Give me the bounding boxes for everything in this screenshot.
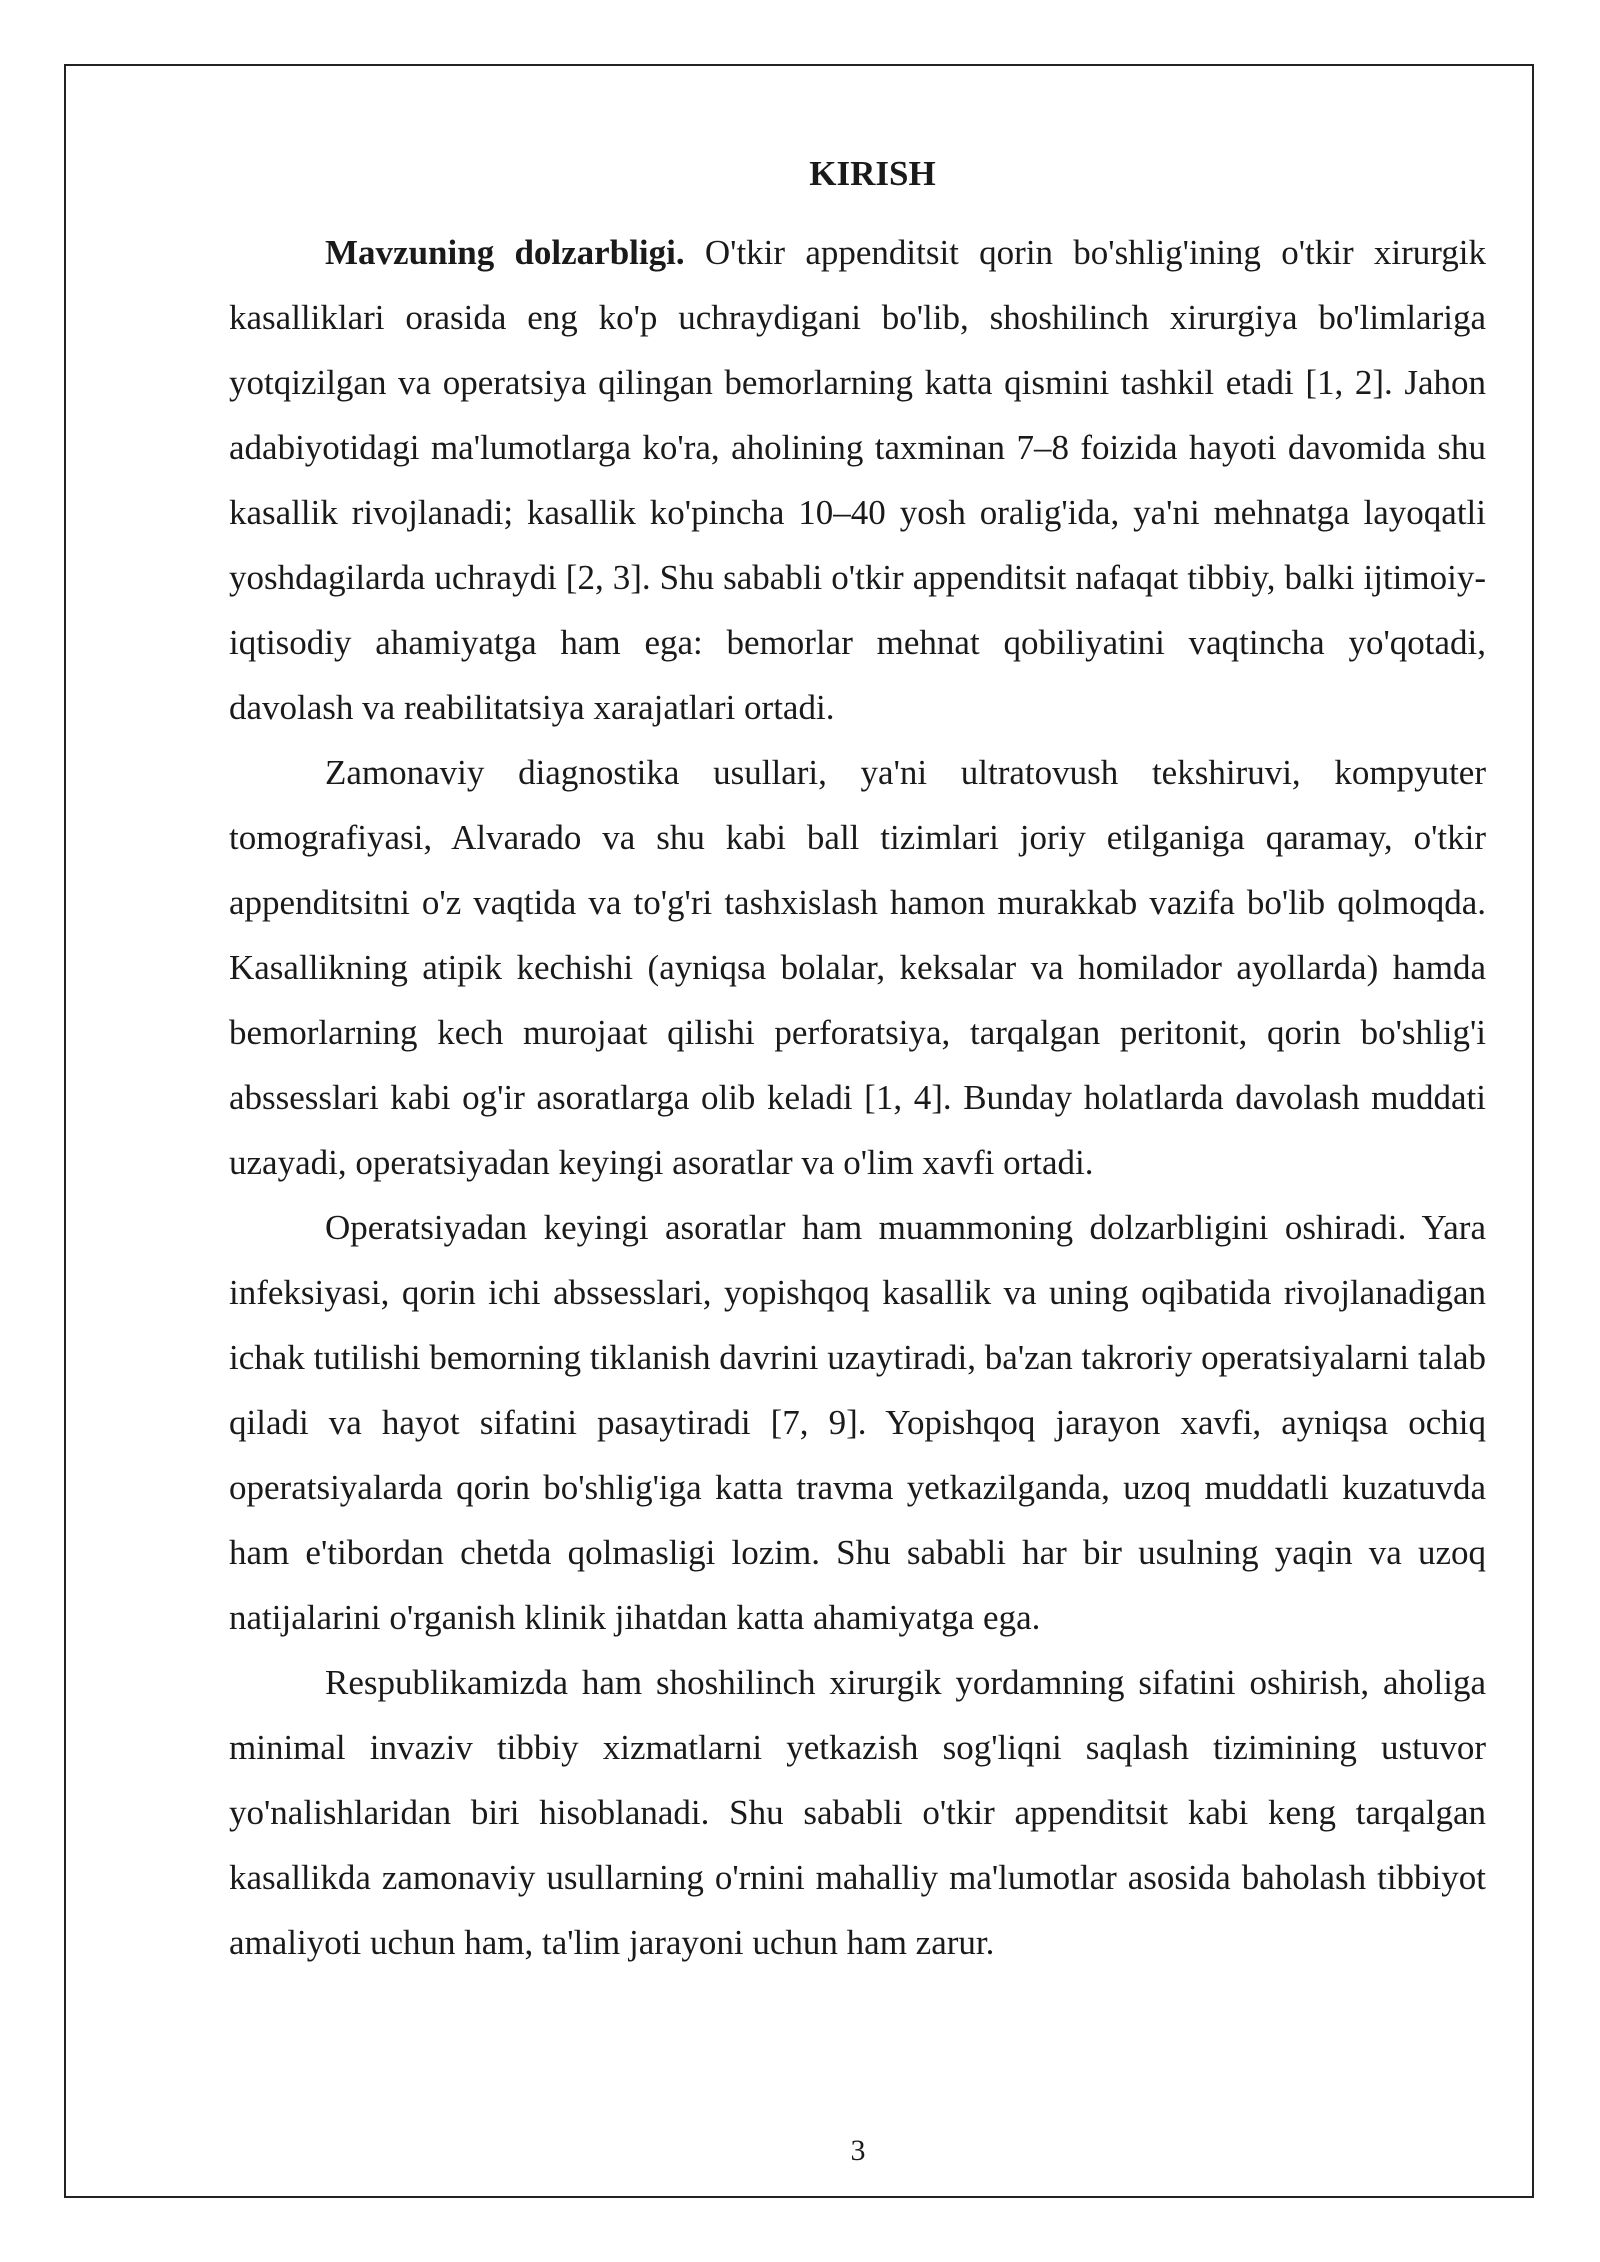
- section-heading: KIRISH: [809, 154, 936, 193]
- paragraph-text: Respublikamizda ham shoshilinch xirurgik yordamning sifatini oshirish, aholiga minimal invaziv tibbiy xizmatlarni yetkazish sog'liqni saqlash tizimining ustuvor yo'nalishlaridan biri hisoblanadi. Shu sababli o'tkir appenditsit kabi keng tarqalgan kasallikda zamonaviy usullarning o'rnini mahalliy ma'lumotlar asosida baholash tibbiyot amaliyoti uchun ham, ta'lim jarayoni uchun ham zarur.: [229, 1663, 1486, 1962]
- paragraph-lead-term: Mavzuning dolzarbligi.: [325, 233, 685, 272]
- paragraph-text: Operatsiyadan keyingi asoratlar ham muammoning dolzarbligini oshiradi. Yara infeksiyasi, qorin ichi abssesslari, yopishqoq kasallik va uning oqibatida rivojlanadigan ichak tutilishi bemorning tiklanish davrini uzaytiradi, ba'zan takroriy operatsiyalarni talab qiladi va hayot sifatini pasaytiradi [7, 9]. Yopishqoq jarayon xavfi, ayniqsa ochiq operatsiyalarda qorin bo'shlig'iga katta travma yetkazilganda, uzoq muddatli kuzatuvda ham e'tibordan chetda qolmasligi lozim. Shu sababli har bir usulning yaqin va uzoq natijalarini o'rganish klinik jihatdan katta ahamiyatga ega.: [229, 1208, 1486, 1637]
- paragraph-republic: [229, 1650, 1486, 1975]
- paragraph-text: O'tkir appenditsit qorin bo'shlig'ining o'tkir xirurgik kasalliklari orasida eng ko'p uchraydigani bo'lib, shoshilinch xirurgiya bo'limlariga yotqizilgan va operatsiya qilingan bemorlarning katta qismini tashkil etadi [1, 2]. Jahon adabiyotidagi ma'lumotlarga ko'ra, aholining taxminan 7–8 foizida hayoti davomida shu kasallik rivojlanadi; kasallik ko'pincha 10–40 yosh oralig'ida, ya'ni mehnatga layoqatli yoshdagilarda uchraydi [2, 3]. Shu sababli o'tkir appenditsit nafaqat tibbiy, balki ijtimoiy-iqtisodiy ahamiyatga ham ega: bemorlar mehnat qobiliyatini vaqtincha yo'qotadi, davolash va reabilitatsiya xarajatlari ortadi.: [229, 233, 1486, 727]
- page-number: 3: [850, 2134, 866, 2167]
- paragraph-diagnostics: [229, 740, 1486, 1195]
- document-body: [229, 148, 1486, 1975]
- paragraph-complications: [229, 1195, 1486, 1650]
- paragraph-relevance: [229, 220, 1486, 740]
- paragraph-text: Zamonaviy diagnostika usullari, ya'ni ultratovush tekshiruvi, kompyuter tomografiyasi, Alvarado va shu kabi ball tizimlari joriy etilganiga qaramay, o'tkir appenditsitni o'z vaqtida va to'g'ri tashxislash hamon murakkab vazifa bo'lib qolmoqda. Kasallikning atipik kechishi (ayniqsa bolalar, keksalar va homilador ayollarda) hamda bemorlarning kech murojaat qilishi perforatsiya, tarqalgan peritonit, qorin bo'shlig'i abssesslari kabi og'ir asoratlarga olib keladi [1, 4]. Bunday holatlarda davolash muddati uzayadi, operatsiyadan keyingi asoratlar va o'lim xavfi ortadi.: [229, 753, 1486, 1182]
